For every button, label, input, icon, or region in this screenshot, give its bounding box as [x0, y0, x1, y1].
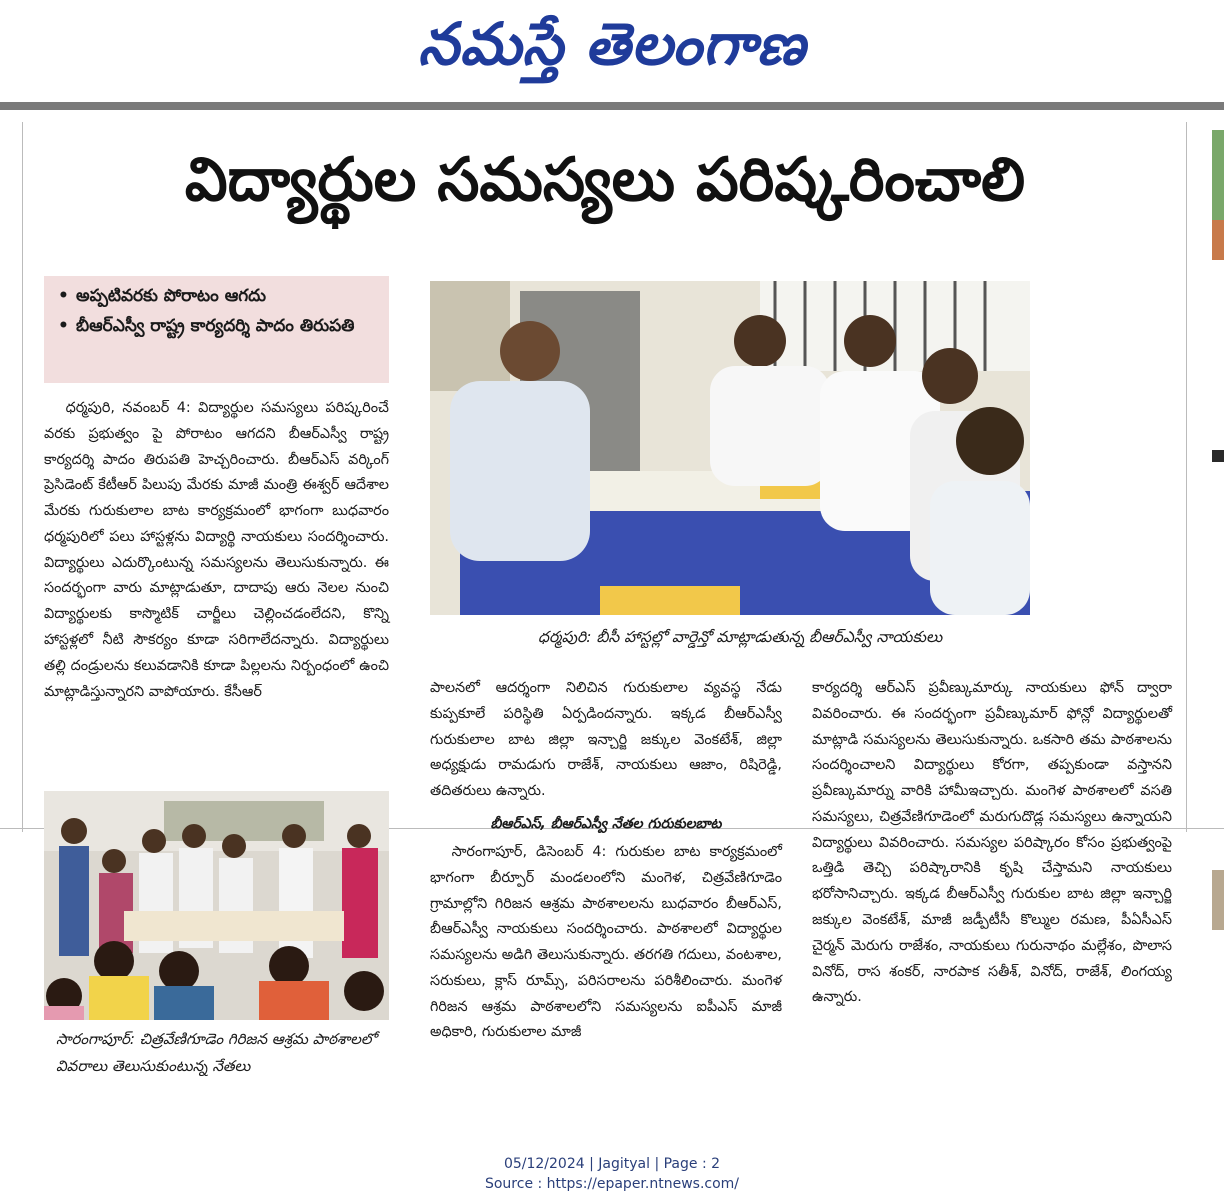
adjacent-article-image — [1192, 130, 1224, 820]
article-column-1 — [44, 396, 389, 782]
article-paragraph: సారంగాపూర్, డిసెంబర్ 4: గురుకుల బాట కార్యక్రమంలో భాగంగా బీర్పూర్ మండలంలోని మంగెళ, చిత్రవేణిగూడెం గ్రామాల్లోని గిరిజన ఆశ్రమ పాఠశాలలను బుధవారం బీఆర్ఎస్, బీఆర్ఎస్వీ నాయకులు సందర్శించారు. పాఠశాలలో విద్యార్థుల సమస్యలను అడిగి తెలుసుకున్నారు. తరగతి గదులు, వంటశాల, సరుకులు, క్లాస్ రూమ్స్, పరిసరాలను పరిశీలించారు. మంగెళ గిరిజన ఆశ్రమ పాఠశాలలోని సమస్యలను ఐపీఎస్ మాజీ అధికారి, గురుకులాల మాజీ — [430, 844, 782, 1041]
masthead-rule — [0, 102, 1224, 110]
article-column-2 — [430, 676, 782, 826]
right-margin-line — [1186, 122, 1187, 832]
sub-article-label: బీఆర్ఎస్, బీఆర్ఎస్వీ నేతల గురుకులబాట — [490, 816, 722, 832]
subhead-box — [44, 276, 389, 383]
article-paragraph: కార్యదర్శి ఆర్ఎస్ ప్రవీణ్కుమార్కు నాయకులు ఫోన్ ద్వారా వివరించారు. ఈ సందర్భంగా ప్రవీణ్కుమార్ ఫోన్లో విద్యార్థులతో మాట్లాడి సమస్యలను తెలుసుకున్నారు. ఒకసారి తమ పాఠశాలను సందర్శించాలని విద్యార్థులు కోరగా, తప్పకుండా వస్తానని ప్రవీణ్కుమార్ను వారికి హామీఇచ్చారు. మంగెళ పాఠశాలలో వసతి సమస్యలు, చిత్రవేణిగూడెంలో మరుగుదొడ్ల సమస్యలు ఉన్నాయని విద్యార్థులు వివరించారు. సమస్యల పరిష్కారం కోసం ప్రభుత్వంపై ఒత్తిడి తెచ్చి పరిష్కారానికి కృషి చేస్తామని నాయకులు భరోసానిచ్చారు. ఇక్కడ బీఆర్ఎస్వీ గురుకుల బాట జిల్లా ఇన్చార్జి జక్కుల వెంకటేశ్, మాజీ జడ్పీటీసీ కొల్ముల రమణ, పీఏసీఎస్ చైర్మన్ మెరుగు రాజేశం, నాయకులు గురునాథం మల్లేశం, పొలాస వినోద్, రాస శంకర్, నారపాక సతీశ్, వినోద్, రాజేశ్, లింగయ్య ఉన్నారు. — [812, 680, 1172, 1006]
article-paragraph: పాలనలో ఆదర్శంగా నిలిచిన గురుకులాల వ్యవస్థ నేడు కుప్పకూలే పరిస్థితి ఏర్పడిందన్నారు. ఇక్కడ బీఆర్ఎస్వీ గురుకులాల బాట జిల్లా ఇన్చార్జి జక్కుల వెంకటేశ్, జిల్లా అధ్యక్షుడు రామడుగు రాజేశ్, నాయకులు ఆజాం, రిషిరెడ్డి, తదితరులు ఉన్నారు. — [430, 680, 782, 800]
newspaper-logo: నమస్తే తెలంగాణ — [418, 10, 806, 78]
subhead-item: • బీఆర్ఎస్వీ రాష్ట్ర కార్యదర్శి పాదం తిరుపతి — [44, 312, 389, 342]
photo-sarangapur-caption: సారంగాపూర్: చిత్రవేణిగూడెం గిరిజన ఆశ్రమ పాఠశాలలో వివరాలు తెలుసుకుంటున్న నేతలు — [56, 1030, 377, 1075]
subhead-item: • అప్పటివరకు పోరాటం ఆగదు — [44, 282, 389, 312]
adjacent-article-strip — [1192, 130, 1224, 820]
article-column-2b — [430, 840, 782, 1041]
photo-dharmapuri-image — [430, 281, 1030, 615]
photo-dharmapuri — [430, 281, 1030, 615]
footer-meta: 05/12/2024 | Jagityal | Page : 2 — [503, 1156, 721, 1172]
photo-dharmapuri-caption: ధర్మపురి: బీసీ హాస్టల్లో వార్డెన్తో మాట్లాడుతున్న బీఆర్ఎస్వీ నాయకులు — [538, 628, 943, 646]
photo-sarangapur-image — [44, 791, 389, 1020]
headline: విద్యార్థుల సమస్యలు పరిష్కరించాలి — [184, 145, 1026, 215]
photo-sarangapur — [44, 791, 389, 1020]
left-margin-line — [22, 122, 23, 832]
footer-source: Source : https://epaper.ntnews.com/ — [484, 1176, 740, 1192]
subhead-text: బీఆర్ఎస్వీ రాష్ట్ర కార్యదర్శి పాదం తిరుపతి — [76, 315, 355, 336]
subhead-text: అప్పటివరకు పోరాటం ఆగదు — [76, 286, 267, 306]
article-paragraph: ధర్మపురి, నవంబర్ 4: విద్యార్థుల సమస్యలు పరిష్కరించే వరకు ప్రభుత్వం పై పోరాటం ఆగదని బీఆర్ఎస్వీ రాష్ట్ర కార్యదర్శి పాదం తిరుపతి హెచ్చరించారు. బీఆర్ఎస్ వర్కింగ్ ప్రెసిడెంట్ కేటీఆర్ పిలుపు మేరకు మాజీ మంత్రి ఈశ్వర్ ఆదేశాల మేరకు గురుకులాల బాట కార్యక్రమంలో భాగంగా బుధవారం ధర్మపురిలో పలు హాస్టళ్లను విద్యార్థి నాయకులు సందర్శించారు. విద్యార్థులు ఎదుర్కొంటున్న సమస్యలను తెలుసుకున్నారు. ఈ సందర్భంగా వారు మాట్లాడుతూ, దాదాపు ఆరు నెలల నుంచి విద్యార్థులకు కాస్మొటిక్ చార్జీలు చెల్లించడంలేదని, కొన్ని హాస్టళ్లలో నీటి సౌకర్యం కూడా సరిగాలేదన్నారు. విద్యార్థులు తల్లి దండ్రులను కలువడానికి కూడా పిల్లలను నిర్బంధంలో ఉంచి మాట్లాడిస్తున్నారని వాపోయారు. కేసీఆర్ — [44, 400, 389, 700]
article-column-3 — [812, 676, 1172, 1031]
masthead — [0, 0, 1224, 100]
